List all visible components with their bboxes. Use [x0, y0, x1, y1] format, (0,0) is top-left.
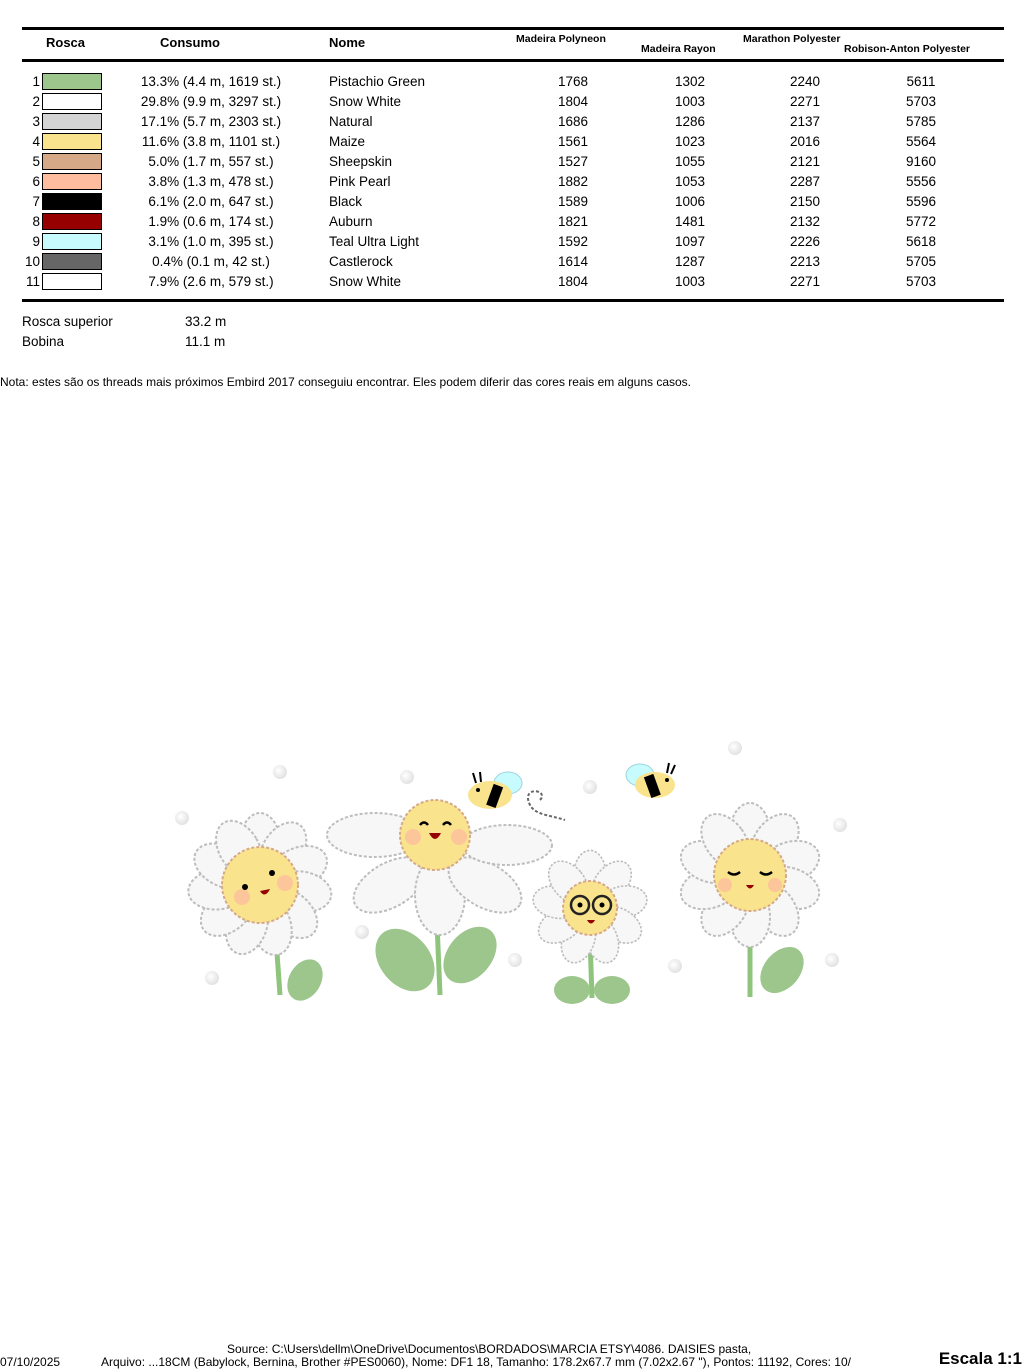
thread-name: Natural — [329, 114, 373, 129]
marathon-polyester-code: 2121 — [789, 154, 821, 169]
thread-row — [0, 252, 1024, 272]
thread-row — [0, 112, 1024, 132]
thread-color-swatch — [42, 93, 102, 110]
thread-number: 6 — [32, 174, 40, 189]
madeira-polyneon-code: 1882 — [557, 174, 589, 189]
madeira-rayon-code: 1097 — [674, 234, 706, 249]
thread-consumption: 11.6% (3.8 m, 1101 st.) — [141, 134, 281, 149]
madeira-polyneon-code: 1527 — [557, 154, 589, 169]
madeira-rayon-code: 1006 — [674, 194, 706, 209]
thread-number: 1 — [32, 74, 40, 89]
madeira-polyneon-code: 1804 — [557, 274, 589, 289]
marathon-polyester-code: 2213 — [789, 254, 821, 269]
embroidery-design-preview — [160, 730, 860, 1010]
header-madeira-rayon: Madeira Rayon — [641, 43, 716, 55]
madeira-polyneon-code: 1614 — [557, 254, 589, 269]
marathon-polyester-code: 2287 — [789, 174, 821, 189]
thread-number: 3 — [32, 114, 40, 129]
daisy-3 — [530, 850, 649, 1004]
thread-name: Maize — [329, 134, 366, 149]
thread-color-swatch — [42, 273, 102, 290]
thread-row — [0, 192, 1024, 212]
thread-name: Teal Ultra Light — [329, 234, 420, 249]
header-madeira-polyneon: Madeira Polyneon — [516, 33, 606, 45]
thread-match-note: Nota: estes são os threads mais próximos Embird 2017 conseguiu encontrar. Eles podem diferir das cores reais em alguns casos. — [0, 375, 692, 389]
thread-color-swatch — [42, 213, 102, 230]
thread-row — [0, 152, 1024, 172]
robison-anton-code: 5703 — [905, 274, 937, 289]
madeira-rayon-code: 1481 — [674, 214, 706, 229]
marathon-polyester-code: 2271 — [789, 274, 821, 289]
robison-anton-code: 5564 — [905, 134, 937, 149]
thread-color-swatch — [42, 113, 102, 130]
madeira-polyneon-code: 1561 — [557, 134, 589, 149]
marathon-polyester-code: 2132 — [789, 214, 821, 229]
thread-row — [0, 232, 1024, 252]
madeira-polyneon-code: 1686 — [557, 114, 589, 129]
marathon-polyester-code: 2240 — [789, 74, 821, 89]
madeira-rayon-code: 1053 — [674, 174, 706, 189]
robison-anton-code: 5596 — [905, 194, 937, 209]
thread-number: 5 — [32, 154, 40, 169]
thread-row — [0, 92, 1024, 112]
table-top-rule — [22, 27, 1004, 30]
thread-consumption: 0.4% (0.1 m, 42 st.) — [152, 254, 270, 269]
madeira-rayon-code: 1023 — [674, 134, 706, 149]
thread-row — [0, 212, 1024, 232]
footer-source: Source: C:\Users\dellm\OneDrive\Documentos\BORDADOS\MARCIA ETSY\4086. DAISIES pasta, — [227, 1342, 752, 1356]
thread-consumption: 3.1% (1.0 m, 395 st.) — [148, 234, 274, 249]
thread-row — [0, 72, 1024, 92]
thread-color-swatch — [42, 173, 102, 190]
thread-consumption: 6.1% (2.0 m, 647 st.) — [148, 194, 274, 209]
table-header-rule — [22, 59, 1004, 62]
madeira-polyneon-code: 1804 — [557, 94, 589, 109]
robison-anton-code: 5772 — [905, 214, 937, 229]
madeira-rayon-code: 1055 — [674, 154, 706, 169]
thread-color-swatch — [42, 133, 102, 150]
robison-anton-code: 5556 — [905, 174, 937, 189]
madeira-rayon-code: 1286 — [674, 114, 706, 129]
daisy-2 — [327, 800, 552, 1003]
bobina-value: 11.1 m — [185, 334, 226, 349]
thread-consumption: 13.3% (4.4 m, 1619 st.) — [140, 74, 282, 89]
thread-name: Pistachio Green — [329, 74, 426, 89]
robison-anton-code: 5785 — [905, 114, 937, 129]
thread-number: 8 — [32, 214, 40, 229]
madeira-polyneon-code: 1821 — [557, 214, 589, 229]
robison-anton-code: 5705 — [905, 254, 937, 269]
thread-name: Sheepskin — [329, 154, 393, 169]
thread-number: 9 — [32, 234, 40, 249]
thread-consumption: 29.8% (9.9 m, 3297 st.) — [140, 94, 282, 109]
robison-anton-code: 9160 — [905, 154, 937, 169]
header-consumo: Consumo — [160, 35, 220, 50]
footer-date: 07/10/2025 — [0, 1355, 61, 1369]
madeira-rayon-code: 1302 — [674, 74, 706, 89]
thread-row — [0, 172, 1024, 192]
thread-row — [0, 272, 1024, 292]
thread-number: 2 — [32, 94, 40, 109]
marathon-polyester-code: 2016 — [789, 134, 821, 149]
thread-consumption: 7.9% (2.6 m, 579 st.) — [148, 274, 274, 289]
thread-name: Castlerock — [329, 254, 393, 269]
rosca-superior-label: Rosca superior — [22, 314, 113, 329]
thread-color-swatch — [42, 233, 102, 250]
footer-file-info: Arquivo: ...18CM (Babylock, Bernina, Brother #PES0060), Nome: DF1 18, Tamanho: 178.2x67.7 mm (7.02x2.67 "), Pontos: 11192, Cores: 10/ — [101, 1355, 851, 1369]
thread-color-swatch — [42, 73, 102, 90]
marathon-polyester-code: 2150 — [789, 194, 821, 209]
header-marathon-polyester: Marathon Polyester — [743, 33, 841, 45]
madeira-rayon-code: 1003 — [674, 274, 706, 289]
thread-consumption: 5.0% (1.7 m, 557 st.) — [148, 154, 274, 169]
header-robison-anton-polyester: Robison-Anton Polyester — [844, 43, 971, 55]
bobina-label: Bobina — [22, 334, 65, 349]
thread-name: Snow White — [329, 94, 402, 109]
thread-consumption: 3.8% (1.3 m, 478 st.) — [148, 174, 274, 189]
thread-number: 4 — [32, 134, 40, 149]
thread-name: Auburn — [329, 214, 373, 229]
header-rosca: Rosca — [46, 35, 86, 50]
marathon-polyester-code: 2137 — [789, 114, 821, 129]
robison-anton-code: 5703 — [905, 94, 937, 109]
madeira-polyneon-code: 1589 — [557, 194, 589, 209]
madeira-polyneon-code: 1592 — [557, 234, 589, 249]
thread-consumption: 17.1% (5.7 m, 2303 st.) — [140, 114, 282, 129]
thread-color-swatch — [42, 253, 102, 270]
marathon-polyester-code: 2226 — [789, 234, 821, 249]
thread-name: Snow White — [329, 274, 402, 289]
madeira-rayon-code: 1287 — [674, 254, 706, 269]
thread-consumption: 1.9% (0.6 m, 174 st.) — [148, 214, 274, 229]
thread-color-swatch — [42, 153, 102, 170]
daisy-4 — [675, 803, 824, 1001]
bee-1 — [468, 772, 565, 820]
marathon-polyester-code: 2271 — [789, 94, 821, 109]
robison-anton-code: 5618 — [905, 234, 937, 249]
rosca-superior-value: 33.2 m — [185, 314, 227, 329]
header-nome: Nome — [329, 35, 366, 50]
madeira-polyneon-code: 1768 — [557, 74, 589, 89]
scale-label: Escala 1:1 — [938, 1349, 1022, 1368]
thread-number: 10 — [24, 254, 40, 269]
thread-number: 7 — [32, 194, 40, 209]
bee-2 — [626, 763, 675, 798]
thread-number: 11 — [25, 274, 40, 289]
thread-name: Black — [329, 194, 363, 209]
robison-anton-code: 5611 — [906, 74, 936, 89]
thread-color-swatch — [42, 193, 102, 210]
thread-name: Pink Pearl — [329, 174, 391, 189]
madeira-rayon-code: 1003 — [674, 94, 706, 109]
table-bottom-rule — [22, 299, 1004, 302]
thread-row — [0, 132, 1024, 152]
